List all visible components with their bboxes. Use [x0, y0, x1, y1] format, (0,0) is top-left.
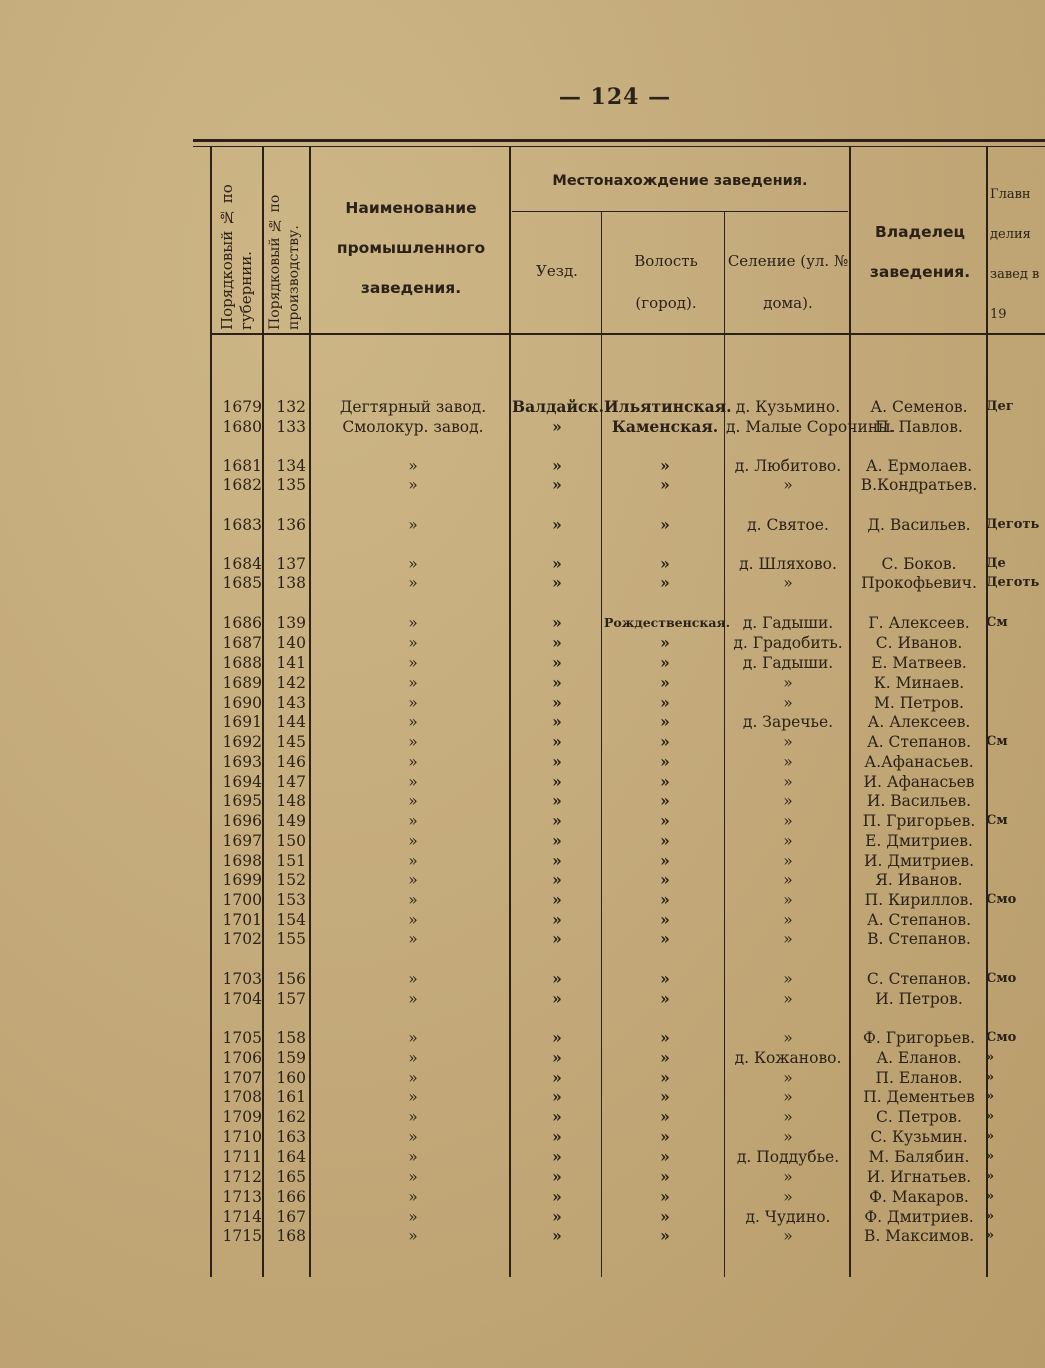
row-establishment-name: » — [408, 832, 418, 850]
row-province-number: 1704 — [222, 990, 262, 1008]
row-province-number: 1712 — [222, 1168, 262, 1186]
row-production-number: 136 — [276, 516, 306, 534]
row-production-number: 135 — [276, 476, 306, 494]
row-production-number: 156 — [276, 970, 306, 988]
row-production-number: 145 — [276, 733, 306, 751]
row-production-number: 158 — [276, 1029, 306, 1047]
row-village: д. Святое. — [747, 516, 829, 534]
row-production-number: 167 — [276, 1208, 306, 1226]
row-village: » — [783, 574, 793, 592]
row-establishment-name: » — [408, 733, 418, 751]
row-owner: Д. Васильев. — [867, 516, 971, 534]
row-establishment-name: » — [408, 1208, 418, 1226]
location-subheader-rule — [512, 211, 848, 212]
row-owner: П. Дементьев — [863, 1088, 975, 1106]
row-production-number: 164 — [276, 1148, 306, 1166]
row-production-number: 152 — [276, 871, 306, 889]
row-production-number: 142 — [276, 674, 306, 692]
row-production-number: 133 — [276, 418, 306, 436]
row-establishment-name: » — [408, 1128, 418, 1146]
row-owner: Ф. Григорьев. — [863, 1029, 975, 1047]
row-village: » — [783, 1168, 793, 1186]
row-uezd: » — [552, 613, 562, 632]
row-province-number: 1701 — [222, 911, 262, 929]
row-volost: » — [660, 693, 670, 712]
row-volost: » — [660, 831, 670, 850]
row-uezd: » — [552, 554, 562, 573]
row-main-products: См — [986, 615, 1008, 630]
row-establishment-name: » — [408, 713, 418, 731]
header-location: Местонахождение заведения. — [552, 173, 808, 189]
row-volost: Ильятинская. — [604, 397, 732, 416]
row-village: » — [783, 812, 793, 830]
row-volost: » — [660, 1147, 670, 1166]
row-village: » — [783, 1227, 793, 1245]
row-uezd: » — [552, 732, 562, 751]
header-rule — [210, 333, 1045, 335]
row-volost: Рождественская. — [604, 615, 731, 630]
row-owner: Я. Иванов. — [875, 871, 963, 889]
row-owner: П. Кириллов. — [864, 891, 974, 909]
row-main-products: См — [986, 813, 1008, 828]
row-main-products: » — [986, 1228, 995, 1243]
row-province-number: 1695 — [222, 792, 262, 810]
row-uezd: » — [552, 989, 562, 1008]
row-volost: » — [660, 633, 670, 652]
row-uezd: » — [552, 1048, 562, 1067]
row-production-number: 134 — [276, 457, 306, 475]
row-establishment-name: » — [408, 654, 418, 672]
row-main-products: » — [986, 1050, 995, 1065]
row-uezd: » — [552, 870, 562, 889]
row-province-number: 1691 — [222, 713, 262, 731]
row-province-number: 1703 — [222, 970, 262, 988]
page-number: — 124 — — [558, 84, 672, 110]
row-village: » — [783, 970, 793, 988]
row-production-number: 163 — [276, 1128, 306, 1146]
row-owner: И. Васильев. — [866, 792, 972, 810]
row-establishment-name: » — [408, 476, 418, 494]
row-main-products: Дег — [986, 399, 1014, 414]
row-uezd: Валдайск. — [512, 397, 604, 416]
header-main-products: Главн делия завед в 19 — [990, 187, 1040, 322]
row-establishment-name: » — [408, 1069, 418, 1087]
row-province-number: 1685 — [222, 574, 262, 592]
row-volost: » — [660, 752, 670, 771]
row-province-number: 1697 — [222, 832, 262, 850]
row-main-products: Деготь — [986, 575, 1040, 590]
row-production-number: 153 — [276, 891, 306, 909]
row-uezd: » — [552, 653, 562, 672]
row-establishment-name: » — [408, 1088, 418, 1106]
row-volost: » — [660, 1167, 670, 1186]
row-establishment-name: » — [408, 614, 418, 632]
row-owner: В. Степанов. — [867, 930, 971, 948]
row-province-number: 1708 — [222, 1088, 262, 1106]
row-village: » — [783, 476, 793, 494]
row-main-products: » — [986, 1189, 995, 1204]
row-village: д. Шляхово. — [739, 555, 837, 573]
row-province-number: 1709 — [222, 1108, 262, 1126]
row-establishment-name: » — [408, 1029, 418, 1047]
row-province-number: 1684 — [222, 555, 262, 573]
row-volost: » — [660, 910, 670, 929]
row-production-number: 165 — [276, 1168, 306, 1186]
row-establishment-name: » — [408, 970, 418, 988]
row-owner: А. Степанов. — [866, 911, 972, 929]
row-uezd: » — [552, 712, 562, 731]
row-province-number: 1690 — [222, 694, 262, 712]
row-province-number: 1715 — [222, 1227, 262, 1245]
row-province-number: 1706 — [222, 1049, 262, 1067]
top-rule — [193, 139, 1045, 142]
row-establishment-name: » — [408, 852, 418, 870]
row-village: » — [783, 891, 793, 909]
row-uezd: » — [552, 929, 562, 948]
row-village: » — [783, 792, 793, 810]
row-uezd: » — [552, 1147, 562, 1166]
row-establishment-name: » — [408, 694, 418, 712]
row-establishment-name: » — [408, 812, 418, 830]
row-village: » — [783, 773, 793, 791]
row-village: » — [783, 1088, 793, 1106]
row-village: » — [783, 911, 793, 929]
row-volost: » — [660, 515, 670, 534]
row-establishment-name: » — [408, 891, 418, 909]
row-production-number: 137 — [276, 555, 306, 573]
row-owner: А. Семенов. — [870, 398, 968, 416]
row-production-number: 138 — [276, 574, 306, 592]
row-volost: » — [660, 1207, 670, 1226]
row-production-number: 157 — [276, 990, 306, 1008]
row-owner: И. Петров. — [875, 990, 963, 1008]
row-establishment-name: » — [408, 1227, 418, 1245]
row-establishment-name: » — [408, 555, 418, 573]
row-volost: » — [660, 1048, 670, 1067]
row-uezd: » — [552, 791, 562, 810]
row-production-number: 146 — [276, 753, 306, 771]
row-owner: И. Дмитриев. — [863, 852, 974, 870]
row-owner: С. Кузьмин. — [870, 1128, 968, 1146]
row-owner: Прокофьевич. — [861, 574, 977, 592]
row-establishment-name: » — [408, 634, 418, 652]
row-owner: М. Петров. — [874, 694, 964, 712]
row-establishment-name: » — [408, 930, 418, 948]
row-establishment-name: » — [408, 1168, 418, 1186]
row-establishment-name: Смолокур. завод. — [342, 418, 484, 436]
row-village: » — [783, 1128, 793, 1146]
row-village: » — [783, 1188, 793, 1206]
row-uezd: » — [552, 752, 562, 771]
row-production-number: 144 — [276, 713, 306, 731]
row-production-number: 132 — [276, 398, 306, 416]
row-province-number: 1702 — [222, 930, 262, 948]
row-uezd: » — [552, 1107, 562, 1126]
row-owner: С. Петров. — [876, 1108, 962, 1126]
row-village: » — [783, 694, 793, 712]
row-establishment-name: » — [408, 1108, 418, 1126]
row-volost: » — [660, 1068, 670, 1087]
header-uezd: Уезд. — [536, 262, 578, 280]
row-village: » — [783, 930, 793, 948]
row-owner: С. Степанов. — [866, 970, 972, 988]
row-production-number: 148 — [276, 792, 306, 810]
row-village: д. Любитово. — [734, 457, 842, 475]
row-volost: » — [660, 1226, 670, 1245]
row-province-number: 1714 — [222, 1208, 262, 1226]
row-province-number: 1682 — [222, 476, 262, 494]
row-province-number: 1696 — [222, 812, 262, 830]
row-village: » — [783, 674, 793, 692]
row-province-number: 1680 — [222, 418, 262, 436]
row-province-number: 1694 — [222, 773, 262, 791]
row-province-number: 1693 — [222, 753, 262, 771]
row-production-number: 151 — [276, 852, 306, 870]
row-village: » — [783, 1029, 793, 1047]
row-volost: » — [660, 573, 670, 592]
row-establishment-name: » — [408, 792, 418, 810]
row-village: д. Гадыши. — [742, 654, 834, 672]
row-main-products: » — [986, 1070, 995, 1085]
row-volost: » — [660, 969, 670, 988]
row-village: д. Гадыши. — [742, 614, 834, 632]
row-province-number: 1705 — [222, 1029, 262, 1047]
header-volost: Волость (город). — [634, 252, 698, 312]
row-main-products: » — [986, 1169, 995, 1184]
row-volost: » — [660, 554, 670, 573]
row-volost: Каменская. — [611, 417, 719, 436]
row-production-number: 161 — [276, 1088, 306, 1106]
row-volost: » — [660, 712, 670, 731]
row-production-number: 141 — [276, 654, 306, 672]
row-owner: Ф. Макаров. — [869, 1188, 969, 1206]
row-owner: П. Григорьев. — [862, 812, 976, 830]
row-owner: М. Балябин. — [868, 1148, 970, 1166]
row-main-products: Деготь — [986, 517, 1040, 532]
row-province-number: 1687 — [222, 634, 262, 652]
row-uezd: » — [552, 475, 562, 494]
row-establishment-name: » — [408, 1188, 418, 1206]
row-owner: А. Еланов. — [876, 1049, 962, 1067]
row-main-products: Смо — [986, 892, 1017, 907]
row-owner: Е. Дмитриев. — [865, 832, 973, 850]
row-uezd: » — [552, 1068, 562, 1087]
row-volost: » — [660, 870, 670, 889]
row-production-number: 149 — [276, 812, 306, 830]
row-uezd: » — [552, 890, 562, 909]
row-province-number: 1692 — [222, 733, 262, 751]
row-owner: А. Алексеев. — [867, 713, 971, 731]
row-main-products: » — [986, 1089, 995, 1104]
row-volost: » — [660, 929, 670, 948]
row-volost: » — [660, 1107, 670, 1126]
row-province-number: 1713 — [222, 1188, 262, 1206]
row-uezd: » — [552, 772, 562, 791]
row-village: д. Кожаново. — [734, 1049, 842, 1067]
row-province-number: 1683 — [222, 516, 262, 534]
row-main-products: Смо — [986, 1030, 1017, 1045]
row-uezd: » — [552, 831, 562, 850]
row-establishment-name: » — [408, 1148, 418, 1166]
row-village: д. Заречье. — [742, 713, 834, 731]
row-production-number: 154 — [276, 911, 306, 929]
row-production-number: 159 — [276, 1049, 306, 1067]
row-owner: А. Ермолаев. — [865, 457, 973, 475]
row-owner: И. Игнатьев. — [866, 1168, 972, 1186]
row-main-products: » — [986, 1209, 995, 1224]
row-village: д. Чудино. — [745, 1208, 831, 1226]
row-owner: В.Кондратьев. — [860, 476, 978, 494]
row-owner: Г. Алексеев. — [868, 614, 970, 632]
row-production-number: 162 — [276, 1108, 306, 1126]
row-owner: А. Степанов. — [866, 733, 972, 751]
row-province-number: 1686 — [222, 614, 262, 632]
row-production-number: 147 — [276, 773, 306, 791]
row-main-products: » — [986, 1129, 995, 1144]
column-divider — [309, 147, 311, 1277]
row-village: » — [783, 753, 793, 771]
row-establishment-name: » — [408, 574, 418, 592]
row-owner: С. Боков. — [881, 555, 957, 573]
row-uezd: » — [552, 693, 562, 712]
row-province-number: 1707 — [222, 1069, 262, 1087]
row-volost: » — [660, 811, 670, 830]
row-production-number: 168 — [276, 1227, 306, 1245]
column-divider — [509, 147, 511, 1277]
row-province-number: 1688 — [222, 654, 262, 672]
header-village: Селение (ул. № дома). — [727, 252, 849, 312]
row-uezd: » — [552, 456, 562, 475]
column-divider — [210, 147, 212, 1277]
header-establishment-name: Наименование промышленного заведения. — [336, 199, 486, 297]
row-volost: » — [660, 791, 670, 810]
row-establishment-name: » — [408, 753, 418, 771]
row-owner: К. Минаев. — [873, 674, 965, 692]
row-uezd: » — [552, 633, 562, 652]
row-village: » — [783, 1108, 793, 1126]
row-volost: » — [660, 772, 670, 791]
row-volost: » — [660, 732, 670, 751]
top-rule-thin — [193, 146, 1045, 147]
row-production-number: 143 — [276, 694, 306, 712]
row-volost: » — [660, 1028, 670, 1047]
row-establishment-name: » — [408, 1049, 418, 1067]
row-main-products: Смо — [986, 971, 1017, 986]
row-volost: » — [660, 653, 670, 672]
row-uezd: » — [552, 1187, 562, 1206]
row-uezd: » — [552, 1207, 562, 1226]
row-owner: А.Афанасьев. — [864, 753, 974, 771]
row-village: » — [783, 733, 793, 751]
row-production-number: 150 — [276, 832, 306, 850]
row-owner: Е. Матвеев. — [871, 654, 967, 672]
row-establishment-name: » — [408, 457, 418, 475]
row-uezd: » — [552, 811, 562, 830]
row-village: » — [783, 1069, 793, 1087]
row-main-products: » — [986, 1149, 995, 1164]
row-uezd: » — [552, 969, 562, 988]
row-establishment-name: » — [408, 911, 418, 929]
row-province-number: 1711 — [222, 1148, 262, 1166]
row-province-number: 1679 — [222, 398, 262, 416]
row-uezd: » — [552, 1028, 562, 1047]
row-production-number: 160 — [276, 1069, 306, 1087]
row-owner: Ф. Дмитриев. — [864, 1208, 974, 1226]
row-establishment-name: Дегтярный завод. — [339, 398, 487, 416]
row-volost: » — [660, 475, 670, 494]
row-main-products: Де — [986, 556, 1006, 571]
row-volost: » — [660, 456, 670, 475]
row-establishment-name: » — [408, 773, 418, 791]
row-province-number: 1700 — [222, 891, 262, 909]
header-owner: Владелец заведения. — [869, 223, 971, 281]
row-uezd: » — [552, 851, 562, 870]
row-establishment-name: » — [408, 871, 418, 889]
row-province-number: 1710 — [222, 1128, 262, 1146]
row-uezd: » — [552, 417, 562, 436]
row-village: » — [783, 832, 793, 850]
row-establishment-name: » — [408, 516, 418, 534]
row-volost: » — [660, 989, 670, 1008]
row-main-products: См — [986, 734, 1008, 749]
row-production-number: 139 — [276, 614, 306, 632]
row-uezd: » — [552, 1226, 562, 1245]
row-province-number: 1681 — [222, 457, 262, 475]
row-owner: П. Павлов. — [875, 418, 963, 436]
row-village: д. Градобить. — [733, 634, 843, 652]
row-production-number: 140 — [276, 634, 306, 652]
row-production-number: 166 — [276, 1188, 306, 1206]
row-uezd: » — [552, 1087, 562, 1106]
row-village: д. Поддубье. — [736, 1148, 840, 1166]
row-uezd: » — [552, 573, 562, 592]
row-province-number: 1699 — [222, 871, 262, 889]
row-establishment-name: » — [408, 674, 418, 692]
header-production-number: Порядковый № по производству. — [267, 194, 302, 330]
row-owner: С. Иванов. — [875, 634, 963, 652]
row-volost: » — [660, 1187, 670, 1206]
row-production-number: 155 — [276, 930, 306, 948]
row-uezd: » — [552, 910, 562, 929]
row-volost: » — [660, 851, 670, 870]
row-village: » — [783, 852, 793, 870]
row-owner: В. Максимов. — [863, 1227, 975, 1245]
row-owner: П. Еланов. — [875, 1069, 963, 1087]
row-owner: И. Афанасьев — [863, 773, 975, 791]
row-volost: » — [660, 890, 670, 909]
header-province-number: Порядковый № по губернии. — [218, 184, 255, 330]
row-village: » — [783, 990, 793, 1008]
row-uezd: » — [552, 1167, 562, 1186]
row-province-number: 1698 — [222, 852, 262, 870]
row-village: д. Малые Сорочины. — [726, 418, 896, 436]
row-volost: » — [660, 1127, 670, 1146]
row-uezd: » — [552, 515, 562, 534]
row-volost: » — [660, 1087, 670, 1106]
row-village: д. Кузьмино. — [735, 398, 841, 416]
row-volost: » — [660, 673, 670, 692]
row-main-products: » — [986, 1109, 995, 1124]
row-uezd: » — [552, 673, 562, 692]
row-province-number: 1689 — [222, 674, 262, 692]
row-village: » — [783, 871, 793, 889]
row-establishment-name: » — [408, 990, 418, 1008]
row-uezd: » — [552, 1127, 562, 1146]
